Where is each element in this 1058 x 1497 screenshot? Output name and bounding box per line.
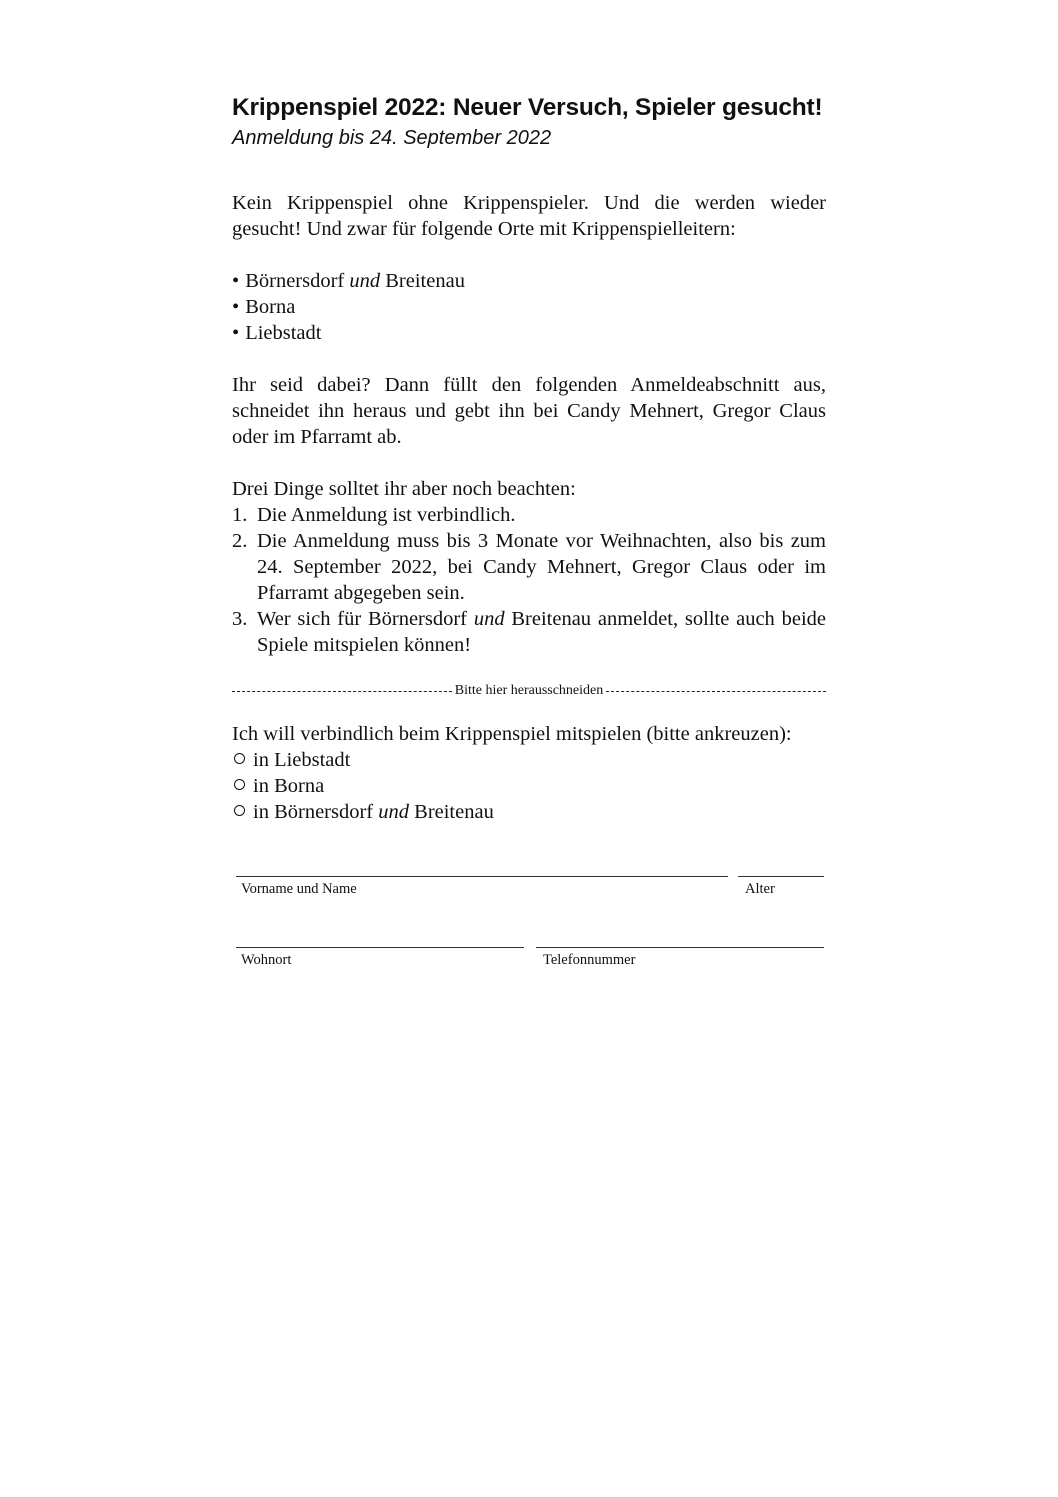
phone-field-line[interactable]: [536, 947, 824, 948]
divider: [232, 691, 452, 692]
option-boernersdorf-breitenau[interactable]: in Börnersdorf und Breitenau: [232, 799, 826, 825]
name-field-line[interactable]: [236, 876, 728, 877]
name-field-label: Vorname und Name: [241, 881, 357, 897]
list-item: 2. Die Anmeldung muss bis 3 Monate vor Weihnachten, also bis zum 24. September 2022, bei Candy Mehnert, Gregor Claus oder im Pfarramt abgegeben sein.: [232, 530, 826, 604]
place-field-line[interactable]: [236, 947, 524, 948]
age-field-label: Alter: [745, 881, 775, 897]
list-item: • Borna: [232, 294, 826, 320]
places-list: [232, 268, 826, 346]
page-subtitle: Anmeldung bis 24. September 2022: [232, 127, 552, 149]
intro-paragraph: Kein Krippenspiel ohne Krippenspieler. Und die werden wieder gesucht! Und zwar für folgende Orte mit Krippenspielleitern:: [232, 192, 826, 240]
rules-intro: Drei Dinge solltet ihr aber noch beachten:: [232, 478, 576, 500]
age-field-line[interactable]: [738, 876, 824, 877]
signup-statement: Ich will verbindlich beim Krippenspiel mitspielen (bitte ankreuzen):: [232, 723, 792, 745]
rules-list: [232, 502, 826, 658]
option-liebstadt[interactable]: in Liebstadt: [232, 747, 826, 773]
list-item: • Liebstadt: [232, 320, 826, 346]
checkbox-circle-icon[interactable]: [234, 779, 245, 790]
page-title: Krippenspiel 2022: Neuer Versuch, Spieler gesucht!: [232, 94, 823, 121]
divider: [606, 691, 826, 692]
option-borna[interactable]: in Borna: [232, 773, 826, 799]
cut-line: [232, 682, 826, 700]
document-page: [232, 92, 826, 825]
location-options: [232, 747, 826, 825]
instructions-paragraph: Ihr seid dabei? Dann füllt den folgenden Anmeldeabschnitt aus, schneidet ihn heraus und gebt ihn bei Candy Mehnert, Gregor Claus oder im Pfarramt ab.: [232, 374, 826, 448]
list-item: • Börnersdorf und Breitenau: [232, 268, 826, 294]
checkbox-circle-icon[interactable]: [234, 805, 245, 816]
list-item: 1. Die Anmeldung ist verbindlich.: [232, 504, 516, 526]
list-item: 3. Wer sich für Börnersdorf und Breitenau anmeldet, sollte auch beide Spiele mitspielen können!: [232, 608, 826, 656]
cut-line-label: Bitte hier herausschneiden: [454, 683, 604, 698]
place-field-label: Wohnort: [241, 952, 292, 968]
phone-field-label: Telefonnummer: [543, 952, 636, 968]
checkbox-circle-icon[interactable]: [234, 753, 245, 764]
